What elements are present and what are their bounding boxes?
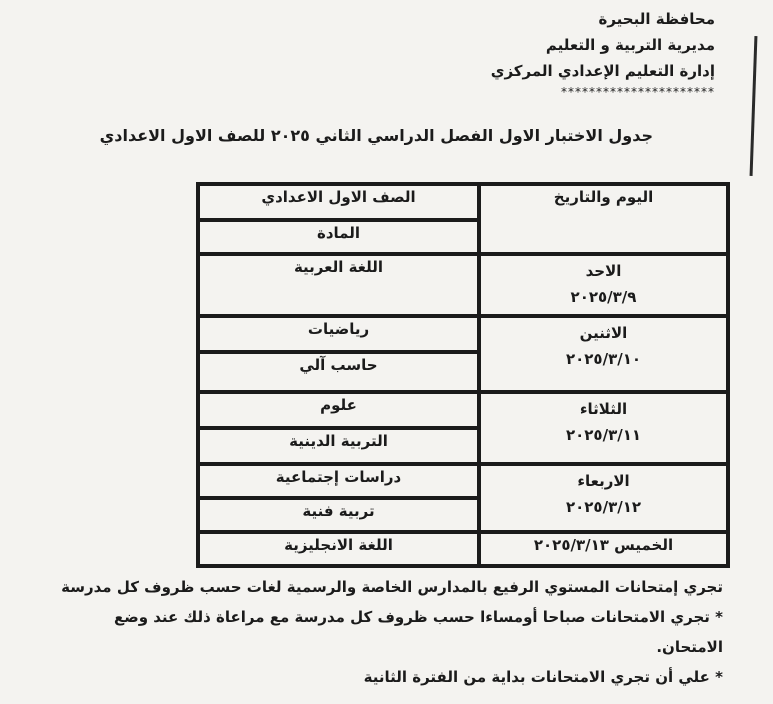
day-label: الاثنين	[579, 324, 628, 342]
date-label: ٢٠٢٥/٣/١٣	[533, 536, 609, 554]
day-date-cell	[479, 392, 728, 464]
subject-cell: اللغة العربية	[198, 254, 479, 316]
stars-separator: **********************	[561, 85, 715, 99]
page-edge-mark	[750, 36, 758, 176]
subject-header: المادة	[198, 220, 479, 254]
note-line: * علي أن تجري الامتحانات بداية من الفترة الثانية	[363, 668, 723, 686]
grade-header: الصف الاول الاعدادي	[198, 184, 479, 220]
table-row	[198, 464, 728, 498]
note-line: تجري إمتحانات المستوي الرفيع بالمدارس الخاصة والرسمية لغات حسب ظروف كل مدرسة	[61, 578, 723, 596]
table-row	[198, 254, 728, 316]
day-date-cell	[479, 316, 728, 392]
date-label: ٢٠٢٥/٣/١٠	[565, 350, 642, 368]
governorate-line: محافظة البحيرة	[598, 10, 715, 28]
day-date-header: اليوم والتاريخ	[479, 184, 728, 254]
schedule-table-wrap	[196, 182, 730, 568]
day-label: الخميس	[614, 536, 674, 554]
subject-cell: تربية فنية	[198, 498, 479, 532]
exam-schedule-table	[196, 182, 730, 568]
day-label: الثلاثاء	[579, 400, 628, 418]
document-header	[455, 6, 715, 100]
subject-cell: حاسب آلي	[198, 352, 479, 392]
day-date-cell	[479, 532, 728, 566]
subject-cell: دراسات إجتماعية	[198, 464, 479, 498]
table-header-row	[198, 184, 728, 220]
day-date-cell	[479, 254, 728, 316]
table-row	[198, 392, 728, 428]
notes-block	[3, 572, 723, 692]
day-label: الاربعاء	[577, 472, 630, 490]
date-label: ٢٠٢٥/٣/٩	[570, 288, 637, 306]
date-label: ٢٠٢٥/٣/١٢	[565, 498, 642, 516]
schedule-title: جدول الاختبار الاول الفصل الدراسي الثاني ٢٠٢٥ للصف الاول الاعدادي	[99, 126, 653, 145]
subject-cell: التربية الدينية	[198, 428, 479, 464]
administration-line: إدارة التعليم الإعدادي المركزي	[490, 62, 715, 80]
subject-cell: علوم	[198, 392, 479, 428]
table-row	[198, 532, 728, 566]
note-line: الامتحان.	[656, 638, 723, 656]
subject-cell: رياضيات	[198, 316, 479, 352]
date-label: ٢٠٢٥/٣/١١	[565, 426, 642, 444]
note-line: * تجري الامتحانات صباحا أومساءا حسب ظروف كل مدرسة مع مراعاة ذلك عند وضع	[113, 608, 723, 626]
table-row	[198, 316, 728, 352]
day-label: الاحد	[585, 262, 622, 280]
subject-cell: اللغة الانجليزية	[198, 532, 479, 566]
day-date-cell	[479, 464, 728, 532]
directorate-line: مديرية التربية و التعليم	[545, 36, 715, 54]
